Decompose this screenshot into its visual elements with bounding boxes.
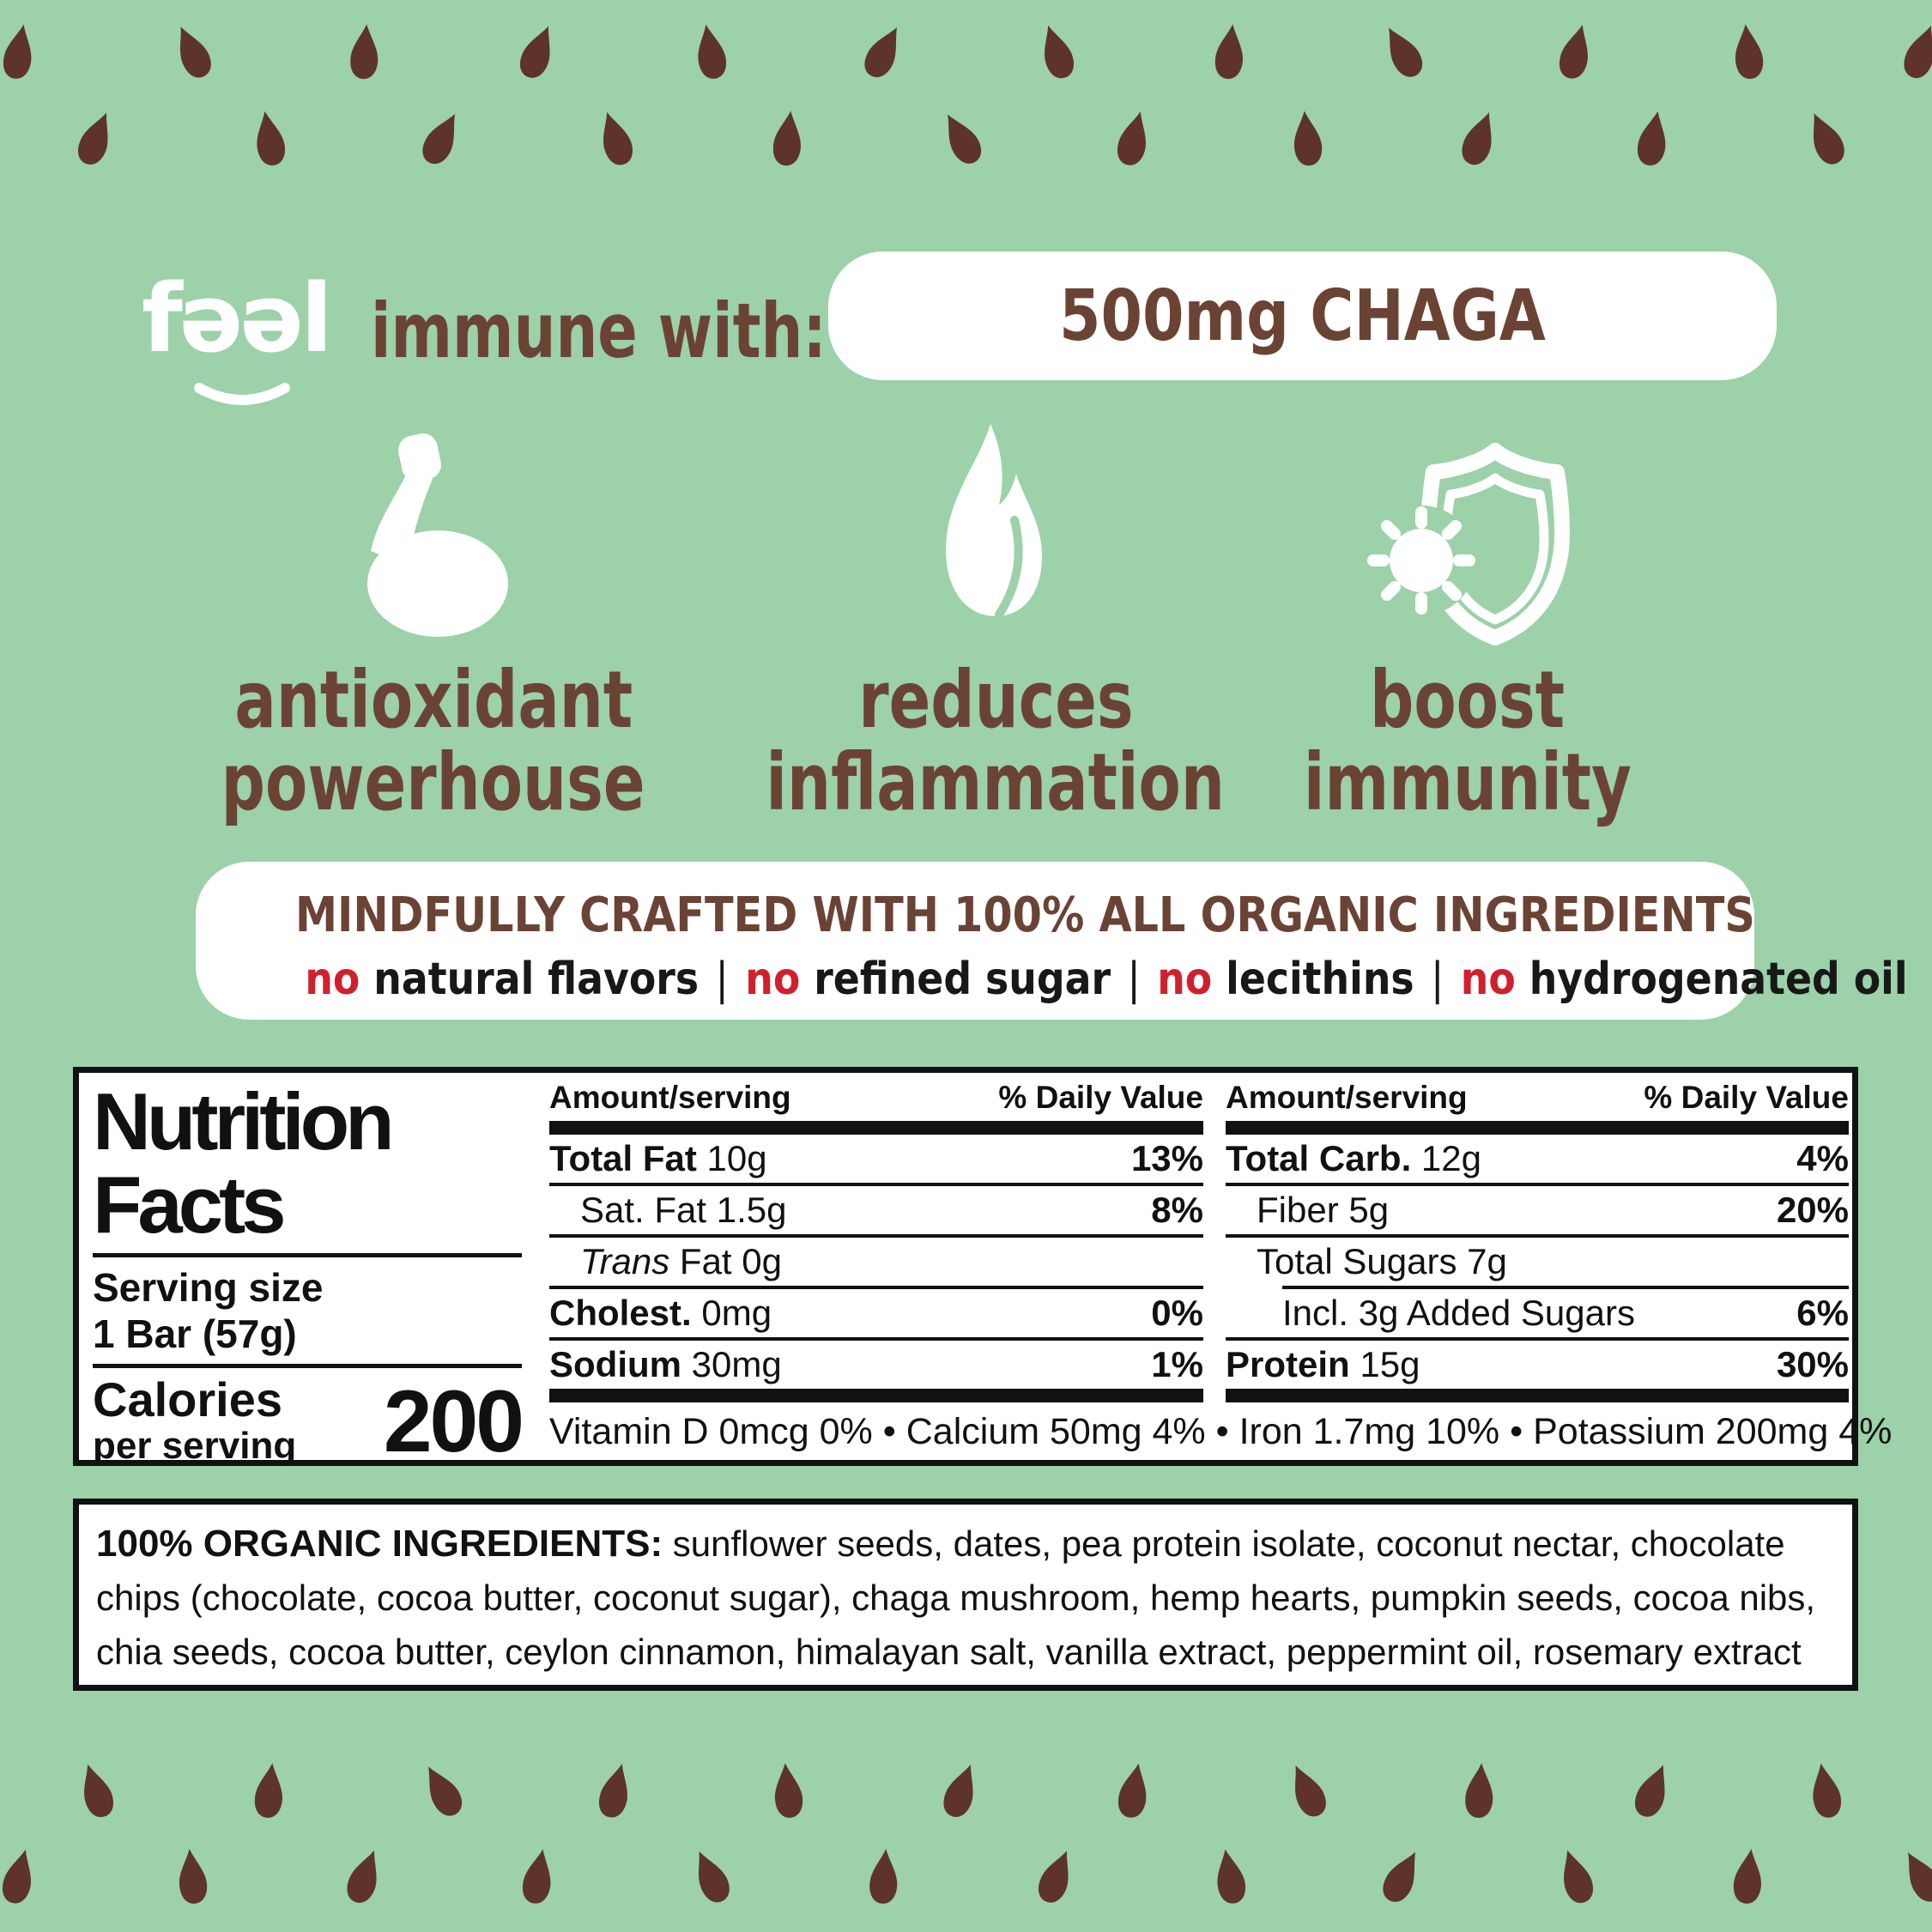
thick-bar <box>1226 1121 1849 1135</box>
chocolate-chip-icon <box>1275 1755 1337 1826</box>
chocolate-chip-icon <box>931 1756 990 1825</box>
thick-bar <box>549 1389 1203 1402</box>
feel-logo: fəəl <box>142 263 330 373</box>
chocolate-chip-icon <box>685 19 736 83</box>
nutrition-row: Sat. Fat 1.5g 8% <box>580 1190 1203 1230</box>
daily-value: 8% <box>1151 1190 1203 1230</box>
thick-bar <box>549 1121 1203 1135</box>
chocolate-chip-icon <box>1623 1755 1683 1825</box>
chocolate-chip-icon <box>1108 1758 1159 1822</box>
chocolate-chip-icon <box>244 106 294 170</box>
ingredients-box <box>73 1499 1858 1691</box>
thick-bar <box>1226 1389 1849 1402</box>
chocolate-chip-icon <box>342 21 388 82</box>
chocolate-chip-icon <box>680 1841 742 1911</box>
nutrition-facts-panel <box>73 1067 1893 1470</box>
chocolate-chip-icon <box>1548 18 1602 85</box>
chocolate-chip-icon <box>160 16 222 87</box>
claims-separator: | <box>1430 954 1444 1005</box>
column-header-amount: Amount/serving <box>1226 1080 1468 1115</box>
chaga-pill-badge <box>828 251 1777 380</box>
chocolate-chip-icon <box>765 107 812 170</box>
nutrition-row: Incl. 3g Added Sugars 6% <box>1282 1293 1849 1333</box>
chocolate-chip-icon <box>168 1845 215 1908</box>
calories-sublabel: per serving <box>93 1425 297 1467</box>
claim-no: no <box>745 954 801 1005</box>
ingredients-text: sunflower seeds, dates, pea protein isolate, coconut nectar, chocolate chips (chocolate, cocoa butter, coconut sugar), chaga mushroom, hemp hearts, pumpkin seeds, cocoa nibs, chia seeds, cocoa butter, ceylon cinnamon, himalayan salt, vanilla extract, peppermint oil, rosemary extract <box>96 1523 1816 1672</box>
chocolate-chip-icon <box>1892 17 1932 86</box>
chocolate-chip-icon <box>1370 16 1435 88</box>
chocolate-chip-icon <box>1547 1842 1604 1911</box>
daily-value: 1% <box>1151 1344 1203 1384</box>
column-header-dv: % Daily Value <box>998 1080 1203 1115</box>
chocolate-chip-icon <box>1204 1844 1255 1908</box>
claims-title: MINDFULLY CRAFTED WITH 100% ALL ORGANIC INGREDIENTS <box>294 887 1755 943</box>
daily-value: 0% <box>1151 1293 1203 1333</box>
chocolate-chip-icon <box>1283 107 1330 170</box>
calories-block <box>93 1372 522 1470</box>
claim-text: hydrogenated oil <box>1515 954 1908 1005</box>
chocolate-chip-icon <box>336 1842 394 1911</box>
chaga-amount: 500mg CHAGA <box>1059 275 1546 357</box>
daily-value: 20% <box>1776 1190 1849 1230</box>
column-header-amount: Amount/serving <box>549 1080 791 1115</box>
chocolate-chip-icon <box>1627 106 1678 170</box>
chocolate-chip-icon <box>588 1757 642 1824</box>
chocolate-chip-icon <box>765 1759 812 1822</box>
chocolate-chip-icon <box>1371 1841 1434 1912</box>
benefit-caption-antioxidant: antioxidant powerhouse <box>221 654 645 828</box>
daily-value: 4% <box>1796 1138 1849 1178</box>
divider <box>93 1364 522 1368</box>
nutrition-facts-mid-column <box>549 1080 1203 1402</box>
claim-no: no <box>305 954 360 1005</box>
chocolate-chip-icon <box>0 19 45 83</box>
headline-immune-with: immune with: <box>371 287 827 375</box>
chocolate-chip-icon <box>409 1755 475 1826</box>
chocolate-chip-icon <box>410 103 474 174</box>
claims-separator: | <box>1127 954 1141 1005</box>
chocolate-chip-icon <box>586 104 644 173</box>
chocolate-chip-icon <box>1725 21 1772 83</box>
chocolate-chip-icon <box>1028 17 1086 86</box>
chocolate-chip-icon <box>1889 1841 1932 1912</box>
chocolate-chip-icon <box>1457 1759 1503 1820</box>
claims-separator: | <box>715 954 729 1005</box>
nutrition-row: Protein 15g 30% <box>1226 1344 1849 1384</box>
smile-icon <box>192 383 292 412</box>
chocolate-chip-icon <box>861 1845 906 1906</box>
serving-size: Serving size 1 Bar (57g) <box>93 1265 324 1356</box>
nutrition-row: Fiber 5g 20% <box>1257 1190 1849 1230</box>
chocolate-chip-icon <box>508 16 568 86</box>
chocolate-chip-icon <box>0 1843 46 1910</box>
micronutrients-line: Vitamin D 0mcg 0% • Calcium 50mg 4% • Iron 1.7mg 10% • Potassium 200mg 4% <box>549 1411 1893 1452</box>
claim-text: natural flavors <box>360 954 700 1005</box>
chocolate-chip-icon <box>1027 1841 1087 1911</box>
muscle-icon <box>335 429 532 644</box>
chocolate-chip-icon <box>68 1756 125 1825</box>
chocolate-chip-icon <box>1795 103 1856 173</box>
nutrition-row: Trans Fat 0g <box>580 1241 782 1281</box>
daily-value: 6% <box>1796 1293 1849 1333</box>
divider <box>93 1253 522 1257</box>
benefit-caption-immunity: boost immunity <box>1303 654 1632 828</box>
chocolate-chip-icon <box>66 103 126 173</box>
nutrition-facts-title: Nutrition Facts <box>93 1076 391 1250</box>
daily-value: 30% <box>1776 1344 1849 1384</box>
chocolate-chip-icon <box>245 1759 293 1822</box>
shield-virus-icon <box>1349 433 1590 657</box>
claim-text: refined sugar <box>800 954 1111 1005</box>
chocolate-chip-icon <box>1800 1758 1850 1822</box>
chocolate-chip-icon <box>1451 104 1509 173</box>
chocolate-chip-icon <box>512 1844 563 1908</box>
claim-no: no <box>1157 954 1213 1005</box>
claim-text: lecithins <box>1212 954 1414 1005</box>
chocolate-chip-icon <box>1106 105 1160 172</box>
claims-line <box>196 954 1908 1005</box>
claims-box <box>196 862 1908 1020</box>
nutrition-row: Total Carb. 12g 4% <box>1226 1138 1849 1178</box>
chocolate-chip-icon <box>851 16 915 88</box>
nutrition-row: Sodium 30mg 1% <box>549 1344 1203 1384</box>
chocolate-chip-icon <box>1206 21 1253 83</box>
calories-label: Calories <box>93 1372 282 1426</box>
benefit-caption-inflammation: reduces inflammation <box>766 654 1226 828</box>
ingredients-label: 100% ORGANIC INGREDIENTS: <box>96 1523 663 1565</box>
daily-value: 13% <box>1130 1138 1203 1178</box>
flame-icon <box>917 419 1071 633</box>
nutrition-row: Total Sugars 7g <box>1257 1241 1507 1281</box>
nutrition-row: Total Fat 10g 13% <box>549 1138 1203 1178</box>
chocolate-chip-icon <box>929 103 994 174</box>
claim-no: no <box>1460 954 1516 1005</box>
calories-value: 200 <box>383 1372 522 1470</box>
nutrition-row: Cholest. 0mg 0% <box>549 1293 1203 1333</box>
chocolate-chip-icon <box>1725 1845 1772 1908</box>
nutrition-facts-right-column <box>1226 1080 1849 1402</box>
column-header-dv: % Daily Value <box>1644 1080 1849 1115</box>
nutrition-facts-left-column <box>93 1076 522 1470</box>
